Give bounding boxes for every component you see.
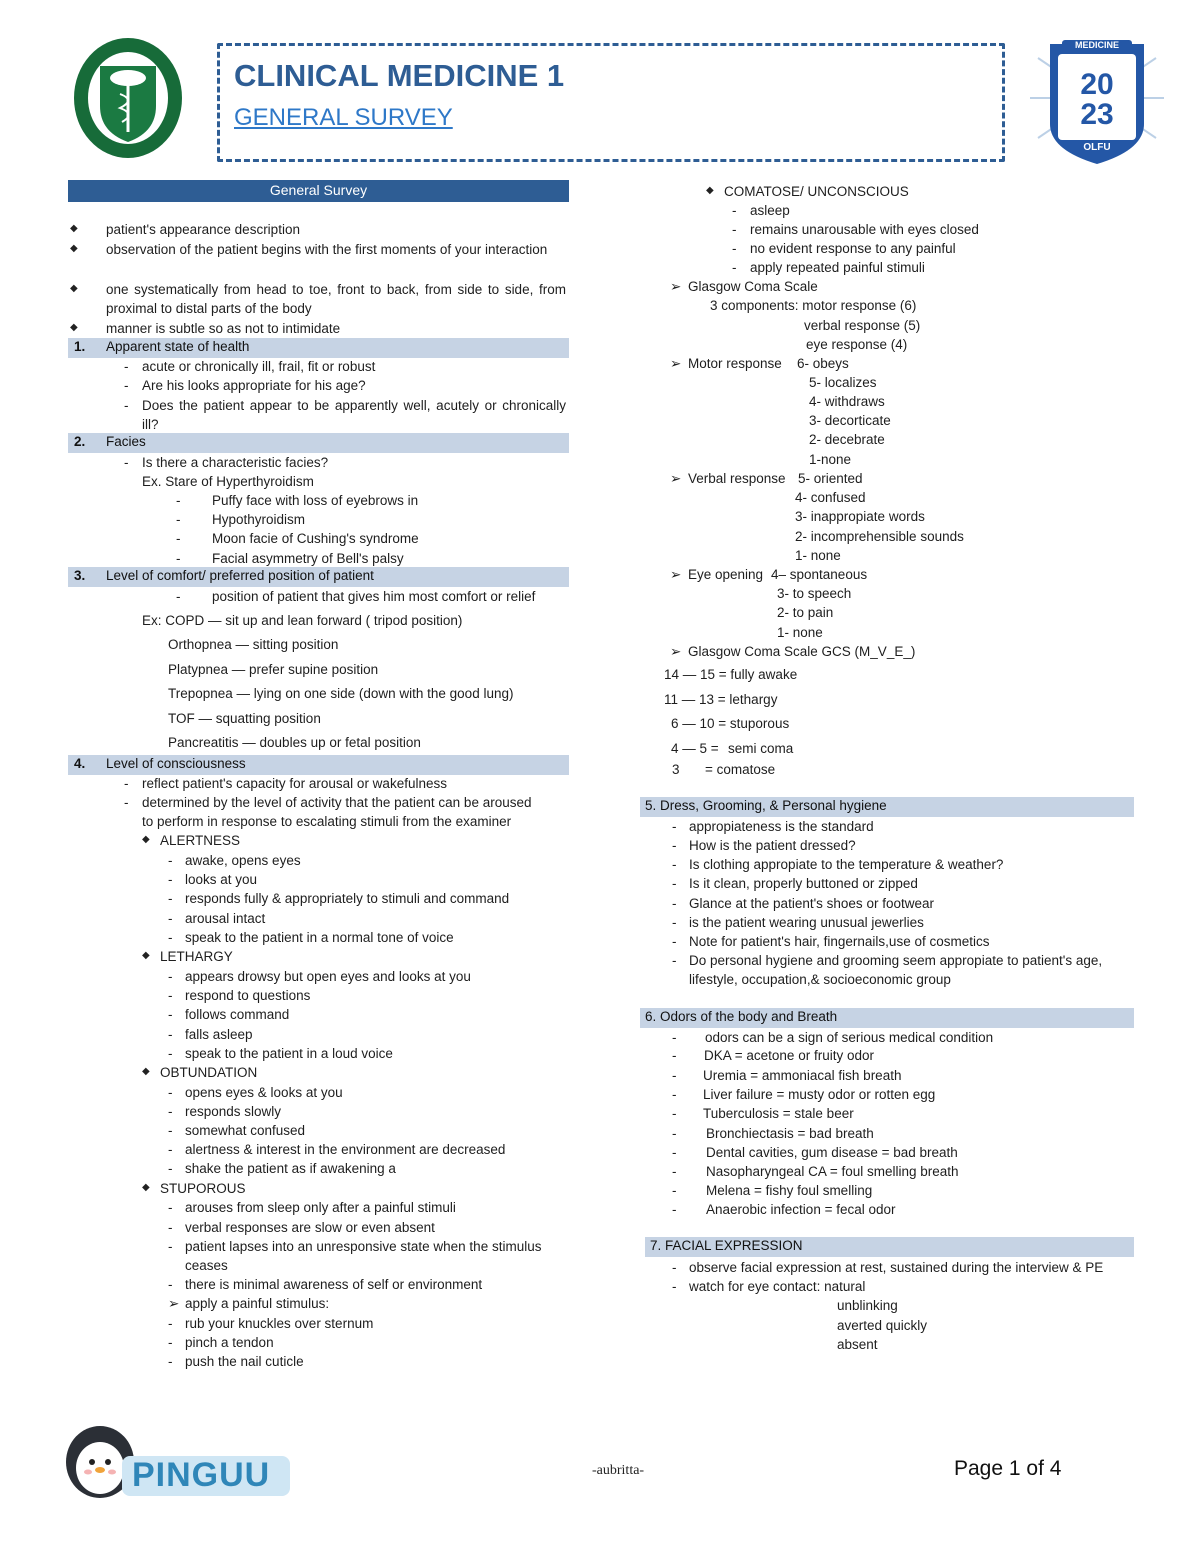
position-line: Pancreatitis — doubles up or fetal position [168,735,421,750]
arrow-icon: ➢ [670,567,682,582]
score-item: 5- oriented [798,471,863,486]
position-line: Orthopnea — sitting position [168,637,339,652]
example-line: Ex: COPD — sit up and lean forward ( tripod position) [142,613,463,628]
list-item: somewhat confused [185,1123,306,1138]
list-item: Does the patient appear to be apparently well, acutely or chronically ill? [142,398,566,432]
odor-item: Tuberculosis = stale beer [703,1106,854,1121]
score-item: 2- to pain [777,605,834,620]
bullet-icon: ◆ [142,1066,150,1077]
class-2023-logo [1028,28,1166,168]
list-item: follows command [185,1007,290,1022]
list-item: shake the patient as if awakening a [185,1161,396,1176]
list-item: no evident response to any painful [750,241,956,256]
consciousness-heading: OBTUNDATION [160,1065,258,1080]
gcs-range: 11 — 13 = lethargy [664,692,778,707]
odor-item: Melena = fishy foul smelling [706,1183,873,1198]
list-item: Is clothing appropiate to the temperature & weather? [689,857,1004,872]
gcs-heading: Glasgow Coma Scale GCS (M_V_E_) [688,644,916,659]
score-item: 4- confused [795,490,866,505]
list-item: apply a painful stimulus: [185,1296,330,1311]
list-item: arouses from sleep only after a painful stimuli [185,1200,456,1215]
section-bar-7: 7. FACIAL EXPRESSION [645,1237,1134,1257]
score-item: 1- none [777,625,823,640]
score-item: 6- obeys [797,356,849,371]
list-item: there is minimal awareness of self or environment [185,1277,483,1292]
list-item: alertness & interest in the environment are decreased [185,1142,506,1157]
list-item: falls asleep [185,1027,253,1042]
gcs-component: 3 components: motor response (6) [710,298,917,313]
score-item: 1-none [809,452,852,467]
eye-contact-option: absent [837,1337,878,1352]
list-item: determined by the level of activity that the patient can be aroused [142,795,532,810]
position-line: Platypnea — prefer supine position [168,662,379,677]
list-item: Puffy face with loss of eyebrows in [212,493,419,508]
logo-year-2: 23 [1080,98,1114,131]
gcs-range: 3 [672,762,680,777]
list-item: respond to questions [185,988,311,1003]
list-item: reflect patient's capacity for arousal or wakefulness [142,776,447,791]
arrow-icon: ➢ [670,471,682,486]
list-item: arousal intact [185,911,266,926]
list-item: awake, opens eyes [185,853,301,868]
intro-line: patient's appearance description [106,222,300,237]
position-line: TOF — squatting position [168,711,321,726]
gcs-component: eye response (4) [806,337,908,352]
motor-heading: Motor response [688,356,782,371]
list-item: responds fully & appropriately to stimuli and command [185,891,510,906]
bullet-icon: ◆ [706,185,714,196]
section-header-general-survey: General Survey [68,180,569,202]
list-item: appears drowsy but open eyes and looks at you [185,969,471,984]
odor-item: Nasopharyngeal CA = foul smelling breath [706,1164,959,1179]
author-credit: -aubritta- [592,1463,645,1478]
university-seal [72,36,184,160]
score-item: 4– spontaneous [771,567,868,582]
list-item: Do personal hygiene and grooming seem appropiate to patient's age, [689,953,1103,968]
brand-name: PINGUU [132,1456,271,1494]
list-item: asleep [750,203,790,218]
score-item: 2- incomprehensible sounds [795,529,964,544]
list-item: Glance at the patient's shoes or footwear [689,896,934,911]
list-item: Is it clean, properly buttoned or zipped [689,876,918,891]
bullet-icon: ◆ [142,1182,150,1193]
odor-item: Dental cavities, gum disease = bad breath [706,1145,958,1160]
list-item: rub your knuckles over sternum [185,1316,374,1331]
bullet-icon: ◆ [70,223,78,234]
list-item: acute or chronically ill, frail, fit or robust [142,359,376,374]
page-title: CLINICAL MEDICINE 1 [234,58,565,93]
consciousness-heading: STUPOROUS [160,1181,246,1196]
odor-item: Uremia = ammoniacal fish breath [703,1068,902,1083]
gcs-heading: Glasgow Coma Scale [688,279,818,294]
position-line: Trepopnea — lying on one side (down with the good lung) [168,686,514,701]
odor-item: Liver failure = musty odor or rotten egg [703,1087,936,1102]
list-item: opens eyes & looks at you [185,1085,343,1100]
intro-line: manner is subtle so as not to intimidate [106,321,341,336]
list-item: Facial asymmetry of Bell's palsy [212,551,404,566]
gcs-range-label: = comatose [705,762,776,777]
list-item: patient lapses into an unresponsive state when the stimulus [185,1239,542,1254]
score-item: 3- to speech [777,586,852,601]
list-item: How is the patient dressed? [689,838,856,853]
gcs-component: verbal response (5) [804,318,921,333]
list-item: Hypothyroidism [212,512,306,527]
section-bar-3: 3. Level of comfort/ preferred position of patient [68,567,569,587]
arrow-icon: ➢ [168,1296,180,1311]
list-item: appropiateness is the standard [689,819,874,834]
score-item: 1- none [795,548,841,563]
list-item: lifestyle, occupation,& socioeconomic group [689,972,951,987]
list-item: apply repeated painful stimuli [750,260,925,275]
score-item: 3- inappropiate words [795,509,925,524]
list-item: looks at you [185,872,258,887]
gcs-range: 6 — 10 = stuporous [671,716,790,731]
intro-line: one systematically from head to toe, front to back, from side to side, from proximal to distal parts of the body [106,282,566,316]
page-subtitle: GENERAL SURVEY [234,104,453,131]
logo-top-text: MEDICINE [1074,40,1119,50]
bullet-icon: ◆ [142,834,150,845]
page-number: Page 1 of 4 [954,1457,1062,1480]
consciousness-heading: ALERTNESS [160,833,241,848]
list-item: observe facial expression at rest, sustained during the interview & PE [689,1260,1104,1275]
section-bar-4: 4. Level of consciousness [68,755,569,775]
score-item: 3- decorticate [809,413,891,428]
consciousness-heading: LETHARGY [160,949,233,964]
score-item: 5- localizes [809,375,877,390]
bullet-icon: ◆ [70,283,78,294]
intro-line: observation of the patient begins with the first moments of your interaction [106,242,548,257]
section-bar-6: 6. Odors of the body and Breath [640,1008,1134,1028]
arrow-icon: ➢ [670,644,682,659]
list-item: Moon facie of Cushing's syndrome [212,531,419,546]
list-item: speak to the patient in a normal tone of voice [185,930,454,945]
score-item: 2- decebrate [809,432,885,447]
arrow-icon: ➢ [670,356,682,371]
list-item: pinch a tendon [185,1335,274,1350]
list-item: is the patient wearing unusual jewerlies [689,915,924,930]
list-item: push the nail cuticle [185,1354,304,1369]
bullet-icon: ◆ [142,950,150,961]
eye-contact-option: unblinking [837,1298,898,1313]
gcs-range: 14 — 15 = fully awake [664,667,798,682]
odor-item: Bronchiectasis = bad breath [706,1126,874,1141]
list-item: position of patient that gives him most comfort or relief [212,589,536,604]
list-item: responds slowly [185,1104,282,1119]
odor-item: DKA = acetone or fruity odor [704,1048,874,1063]
list-item: speak to the patient in a loud voice [185,1046,393,1061]
score-item: 4- withdraws [809,394,885,409]
logo-bottom-text: OLFU [1083,142,1111,153]
list-item: Note for patient's hair, fingernails,use of cosmetics [689,934,990,949]
list-item: watch for eye contact: natural [689,1279,866,1294]
logo-year-1: 20 [1080,68,1114,101]
list-item: Are his looks appropriate for his age? [142,378,366,393]
odor-item: odors can be a sign of serious medical condition [705,1030,994,1045]
section-bar-2: 2. Facies [68,433,569,453]
list-item: verbal responses are slow or even absent [185,1220,435,1235]
consciousness-heading: COMATOSE/ UNCONSCIOUS [724,184,909,199]
eye-heading: Eye opening [688,567,764,582]
list-item: to perform in response to escalating stimuli from the examiner [142,814,512,829]
arrow-icon: ➢ [670,279,682,294]
gcs-range: 4 — 5 = [671,741,719,756]
bullet-icon: ◆ [70,322,78,333]
example-line: Ex. Stare of Hyperthyroidism [142,474,314,489]
list-item: Is there a characteristic facies? [142,455,329,470]
gcs-range-label: semi coma [728,741,794,756]
eye-contact-option: averted quickly [837,1318,928,1333]
list-item: ceases [185,1258,228,1273]
list-item: remains unarousable with eyes closed [750,222,979,237]
section-bar-5: 5. Dress, Grooming, & Personal hygiene [640,797,1134,817]
section-bar-1: 1. Apparent state of health [68,338,569,358]
pinguu-logo [52,1418,292,1502]
bullet-icon: ◆ [70,243,78,254]
odor-item: Anaerobic infection = fecal odor [706,1202,896,1217]
verbal-heading: Verbal response [688,471,786,486]
